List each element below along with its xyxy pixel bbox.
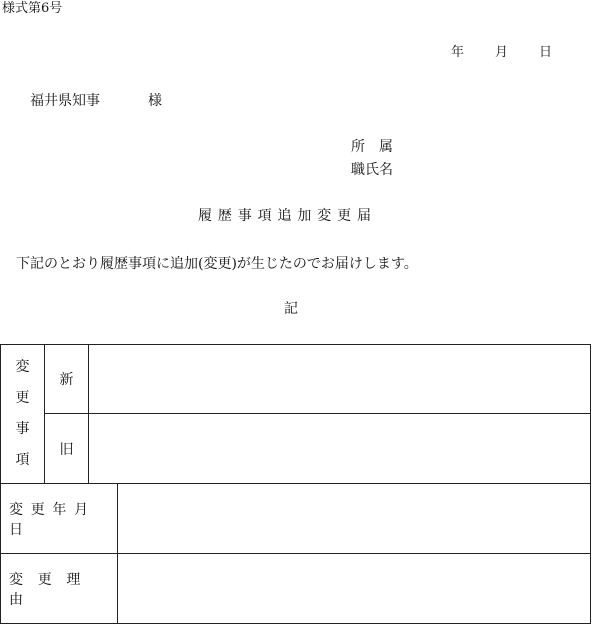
table-row xyxy=(1,484,591,554)
date-year-label: 年 xyxy=(451,45,465,60)
date-day-label: 日 xyxy=(539,45,553,60)
form-number: 様式第6号 xyxy=(2,1,63,16)
old-value-field[interactable] xyxy=(89,414,591,484)
ki-heading: 記 xyxy=(284,301,298,317)
document-body: 下記のとおり履歴事項に追加(変更)が生じたのでお届けします。 xyxy=(16,256,418,272)
change-form-table xyxy=(0,344,591,624)
position-name-label: 職氏名 xyxy=(351,162,393,178)
new-value-field[interactable] xyxy=(89,345,591,414)
addressee-honorific: 様 xyxy=(148,93,162,109)
document-title: 履歴事項追加変更届 xyxy=(198,208,377,224)
affiliation-label: 所 属 xyxy=(351,139,393,155)
new-label: 新 xyxy=(45,345,89,414)
change-date-label: 変更年月日 xyxy=(1,484,118,554)
date-month-label: 月 xyxy=(495,45,509,60)
addressee-name: 福井県知事 xyxy=(30,93,100,109)
table-row xyxy=(1,414,591,484)
table-row xyxy=(1,554,591,624)
table-row xyxy=(1,345,591,414)
addressee xyxy=(30,94,162,108)
change-date-field[interactable] xyxy=(118,484,591,554)
change-reason-label: 変更理由 xyxy=(1,554,118,624)
date-line xyxy=(451,46,552,59)
change-items-label: 変 更 事 項 xyxy=(1,345,45,484)
old-label: 旧 xyxy=(45,414,89,484)
change-reason-field[interactable] xyxy=(118,554,591,624)
